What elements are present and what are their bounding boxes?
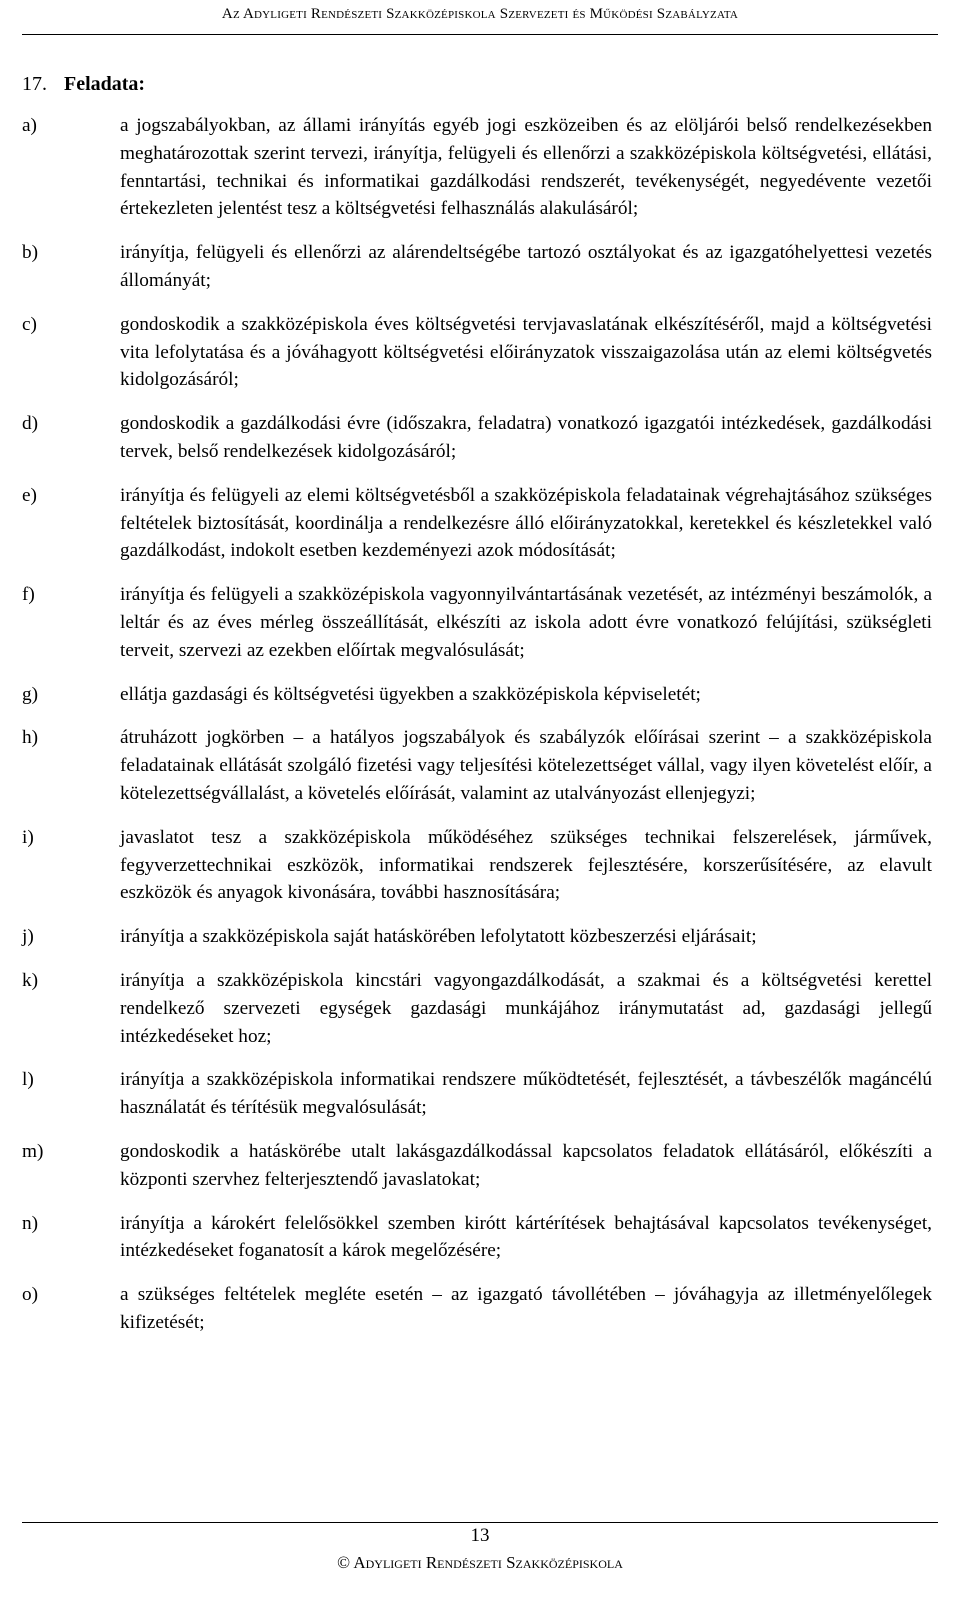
footer-divider: [22, 1522, 938, 1523]
list-item: [22, 824, 932, 907]
list-item: [22, 1138, 932, 1194]
item-letter: k): [22, 969, 39, 991]
item-text: gondoskodik a hatáskörébe utalt lakásgazdálkodással kapcsolatos feladatok ellátásáról, előkészíti a központi szervhez felterjesztendő javaslatokat;: [120, 1140, 932, 1190]
section-number: 17.: [22, 73, 47, 95]
item-letter: j): [22, 926, 34, 948]
section-title: Feladata:: [64, 73, 146, 95]
item-letter: m): [22, 1140, 44, 1162]
item-text: irányítja, felügyeli és ellenőrzi az alárendeltségébe tartozó osztályokat és az igazgatóhelyettesi vezetés állományát;: [120, 242, 932, 291]
item-letter: e): [22, 484, 37, 506]
item-text: átruházott jogkörben – a hatályos jogszabályok és szabályzók előírásai szerint – a szakközépiskola feladatainak ellátását szolgáló fizetési vagy teljesítési kötelezettséget vállal, vagy ilyen követelést előír, a kötelezettségvállalást, a követelés előírását, valamint az utalványozást ellenjegyzi;: [120, 727, 932, 804]
item-letter: g): [22, 683, 39, 705]
item-letter: i): [22, 826, 34, 848]
item-text: irányítja a szakközépiskola saját hatáskörében lefolytatott közbeszerzési eljárásait;: [120, 926, 757, 948]
item-letter: o): [22, 1284, 39, 1306]
list-item: [22, 482, 932, 565]
list-item: [22, 923, 932, 951]
list-item: [22, 581, 932, 664]
item-letter: n): [22, 1212, 39, 1234]
item-letter: f): [22, 584, 35, 606]
item-text: irányítja és felügyeli a szakközépiskola vagyonnyilvántartásának vezetését, az intézményi beszámolók, a leltár és az éves mérleg összeállítását, elkészíti az iskola adott évre vonatkozó felújítási, szükségleti terveit, szervezi az ezekben előírtak megvalósulását;: [120, 584, 932, 661]
item-text: irányítja a szakközépiskola kincstári vagyongazdálkodását, a szakmai és a költségvetési kerettel rendelkező szervezeti egységek gazdasági munkájához iránymutatást ad, gazdasági jellegű intézkedéseket hoz;: [120, 969, 932, 1047]
list-item: [22, 1210, 932, 1266]
item-text: irányítja és felügyeli az elemi költségvetésből a szakközépiskola feladatainak végrehajtásához szükséges feltételek biztosítását, koordinálja a rendelkezésre álló előirányzatokkal, keretekkel és készletekkel való gazdálkodást, indokolt esetben kezdeményezi azok módosítását;: [120, 484, 932, 562]
copyright-notice: © Adyligeti Rendészeti Szakközépiskola: [337, 1553, 623, 1572]
item-letter: h): [22, 727, 39, 749]
item-letter: b): [22, 242, 39, 264]
page-number: 13: [470, 1525, 490, 1546]
list-item: [22, 239, 932, 295]
list-item: [22, 112, 932, 223]
item-letter: a): [22, 115, 37, 136]
item-text: irányítja a szakközépiskola informatikai rendszere működtetését, fejlesztését, a távbeszélők magáncélú használatát és térítésük megvalósulását;: [120, 1069, 932, 1119]
list-item: [22, 724, 932, 807]
item-letter: c): [22, 313, 37, 335]
list-item: [22, 410, 932, 466]
item-text: gondoskodik a szakközépiskola éves költségvetési tervjavaslatának elkészítéséről, majd a költségvetési vita lefolytatása és a jóváhagyott költségvetési előirányzatok visszaigazolása után az elemi költségvetés kidolgozásáról;: [120, 313, 932, 391]
item-text: javaslatot tesz a szakközépiskola működéséhez szükséges technikai felszerelések, járművek, fegyverzettechnikai eszközök, informatikai rendszerek fejlesztésére, korszerűsítésére, az elavult eszközök és anyagok kivonására, további hasznosítására;: [120, 826, 932, 904]
list-item: [22, 311, 932, 394]
item-letter: d): [22, 413, 39, 435]
list-item: [22, 681, 932, 709]
item-text: irányítja a károkért felelősökkel szemben kirótt kártérítések behajtásával kapcsolatos tevékenységet, intézkedéseket foganatosít a károk megelőzésére;: [120, 1212, 932, 1262]
header-divider: [22, 34, 938, 35]
item-text: gondoskodik a gazdálkodási évre (időszakra, feladatra) vonatkozó igazgatói intézkedések, gazdálkodási tervek, belső rendelkezések kidolgozásáról;: [120, 413, 932, 462]
section-heading: [22, 73, 145, 96]
list-item: [22, 967, 932, 1050]
item-letter: l): [22, 1069, 34, 1091]
document-header: Az Adyligeti Rendészeti Szakközépiskola Szervezeti és Működési Szabályzata: [221, 6, 739, 22]
item-text: a jogszabályokban, az állami irányítás egyéb jogi eszközeiben és az elöljárói belső rendelkezésekben meghatározottak szerint tervezi, irányítja, felügyeli és ellenőrzi a szakközépiskola költségvetési, ellátási, fenntartási, technikai és informatikai gazdálkodási rendszerét, tevékenységét, negyedévente vezetői értekezleten jelentést tesz a költségvetési felhasználás alakulásáról;: [120, 115, 932, 220]
duty-list: [22, 112, 932, 1353]
item-text: a szükséges feltételek megléte esetén – az igazgató távollétében – jóváhagyja az illetményelőlegek kifizetését;: [120, 1284, 932, 1333]
item-text: ellátja gazdasági és költségvetési ügyekben a szakközépiskola képviseletét;: [120, 683, 701, 705]
list-item: [22, 1066, 932, 1122]
list-item: [22, 1281, 932, 1337]
